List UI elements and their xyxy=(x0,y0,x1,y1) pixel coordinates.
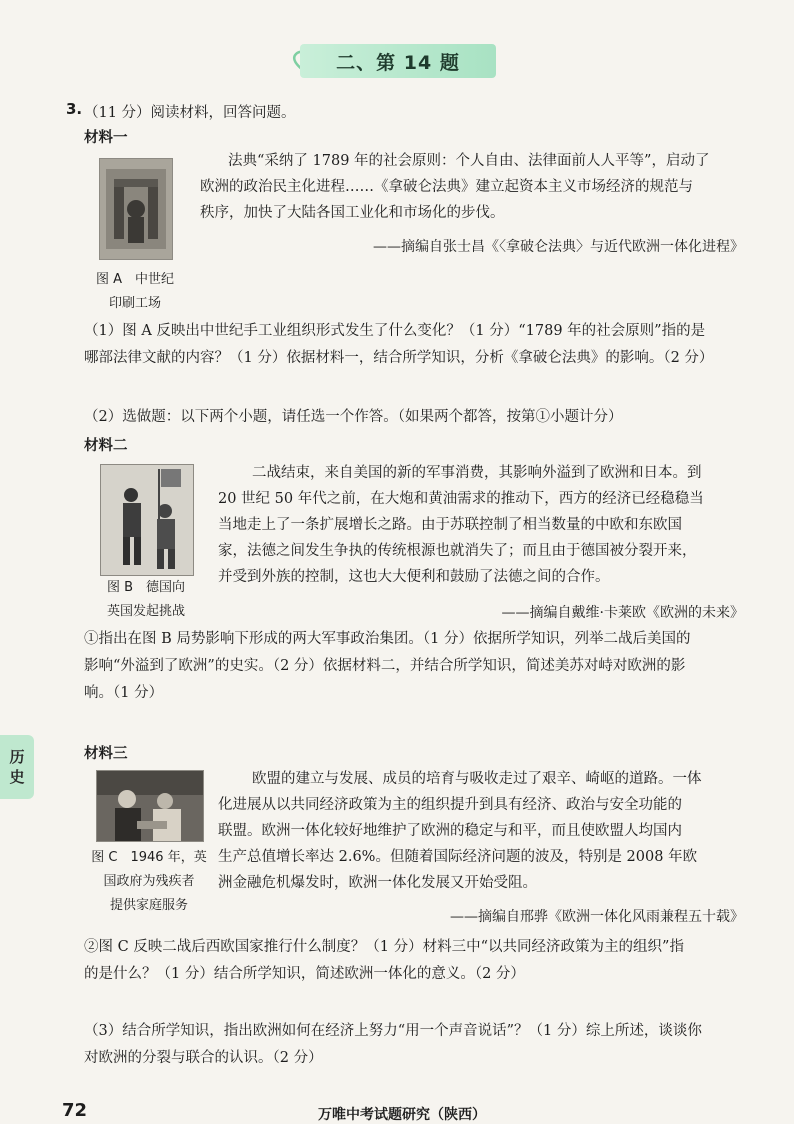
caption-line: 英国发起挑战 xyxy=(106,604,185,619)
figure-a-image xyxy=(99,158,173,260)
question-line: ①指出在图 B 局势影响下形成的两大军事政治集团。（1 分）依据所学知识，列举二战后美国的 xyxy=(84,631,691,647)
question-number: 3. xyxy=(66,100,83,118)
question-line: 影响“外溢到了欧洲”的史实。（2 分）依据材料二，并结合所学知识，简述美苏对峙对欧洲的影 xyxy=(84,658,686,674)
material-3-line: 欧盟的建立与发展、成员的培育与吸收走过了艰辛、崎岖的道路。一体 xyxy=(252,771,702,787)
subject-tab xyxy=(0,735,34,799)
question-2-intro: （2）选做题：以下两个小题，请任选一个作答。（如果两个都答，按第①小题计分） xyxy=(84,409,623,425)
question-3 xyxy=(84,1018,764,1072)
question-intro: （11 分）阅读材料，回答问题。 xyxy=(84,105,296,121)
question-line: ②图 C 反映二战后西欧国家推行什么制度？（1 分）材料三中“以共同经济政策为主的组织”指 xyxy=(84,939,684,955)
page-number: 72 xyxy=(62,1100,88,1121)
material-1-title: 材料一 xyxy=(84,130,128,146)
caption-line: 印刷工场 xyxy=(108,296,161,311)
material-2-text xyxy=(200,460,760,590)
figure-c-caption xyxy=(84,846,214,918)
material-2-line: 家，法德之间发生争执的传统根源也就消失了；而且由于德国被分裂开来， xyxy=(218,543,697,559)
material-1-text xyxy=(200,148,760,226)
question-line: 对欧洲的分裂与联合的认识。（2 分） xyxy=(84,1050,323,1066)
material-3-title: 材料三 xyxy=(84,746,128,762)
question-1 xyxy=(84,318,764,372)
caption-line: 图 A 中世纪 xyxy=(95,272,175,287)
question-2-1 xyxy=(84,626,764,707)
material-3-line: 生产总值增长率达 2.6%。但随着国际经济问题的波及，特别是 2008 年欧 xyxy=(218,849,698,865)
material-3-line: 化进展从以共同经济政策为主的组织提升到具有经济、政治与安全功能的 xyxy=(218,797,682,813)
material-2-title: 材料二 xyxy=(84,438,128,454)
question-line: （3）结合所学知识，指出欧洲如何在经济上努力“用一个声音说话”？（1 分）综上所述，谈谈你 xyxy=(84,1023,702,1039)
material-3-text xyxy=(210,766,758,896)
material-2-line: 当地走上了一条扩展增长之路。由于苏联控制了相当数量的中欧和东欧国 xyxy=(218,517,682,533)
subject-tab-char: 历 xyxy=(9,748,25,766)
figure-b-caption xyxy=(86,576,206,624)
material-2-line: 二战结束，来自美国的新的军事消费，其影响外溢到了欧洲和日本。到 xyxy=(252,465,702,481)
material-2-line: 20 世纪 50 年代之前，在大炮和黄油需求的推动下，西方的经济已经稳稳当 xyxy=(218,491,704,507)
question-line: 响。（1 分） xyxy=(84,685,164,701)
material-1-source: ——摘编自张士昌《〈拿破仑法典〉与近代欧洲一体化进程》 xyxy=(373,239,744,255)
question-2-2 xyxy=(84,934,764,988)
question-line: 哪部法律文献的内容？（1 分）依据材料一，结合所学知识，分析《拿破仑法典》的影响。（2 分） xyxy=(84,350,714,366)
material-1-line: 欧洲的政治民主化进程……《拿破仑法典》建立起资本主义市场经济的规范与 xyxy=(200,179,693,195)
section-banner xyxy=(300,44,496,78)
material-3-line: 联盟。欧洲一体化较好地维护了欧洲的稳定与和平，而且使欧盟人均国内 xyxy=(218,823,682,839)
figure-a-caption xyxy=(80,268,190,316)
book-title: 万唯中考试题研究（陕西） xyxy=(318,1107,486,1123)
material-3-line: 洲金融危机爆发时，欧洲一体化发展又开始受阻。 xyxy=(218,875,537,891)
material-3-source: ——摘编自邢骅《欧洲一体化风雨兼程五十载》 xyxy=(450,909,744,925)
figure-c-image xyxy=(96,770,204,842)
material-2-source: ——摘编自戴维·卡莱欧《欧洲的未来》 xyxy=(501,605,744,621)
material-2-line: 并受到外族的控制，这也大大便利和鼓励了法德之间的合作。 xyxy=(218,569,610,585)
section-title: 二、第 14 题 xyxy=(336,51,460,74)
material-1-line: 秩序，加快了大陆各国工业化和市场化的步伐。 xyxy=(200,205,505,221)
caption-line: 提供家庭服务 xyxy=(109,898,188,913)
material-1-line: 法典“采纳了 1789 年的社会原则：个人自由、法律面前人人平等”，启动了 xyxy=(228,153,710,169)
question-line: （1）图 A 反映出中世纪手工业组织形式发生了什么变化？（1 分）“1789 年的社会原则”指的是 xyxy=(84,323,706,339)
subject-tab-char: 史 xyxy=(9,768,25,786)
question-line: 的是什么？（1 分）结合所学知识，简述欧洲一体化的意义。（2 分） xyxy=(84,966,525,982)
caption-line: 图 C 1946 年，英 xyxy=(91,850,207,865)
figure-b-image xyxy=(100,464,194,576)
caption-line: 国政府为残疾者 xyxy=(103,874,195,889)
caption-line: 图 B 德国向 xyxy=(106,580,186,595)
